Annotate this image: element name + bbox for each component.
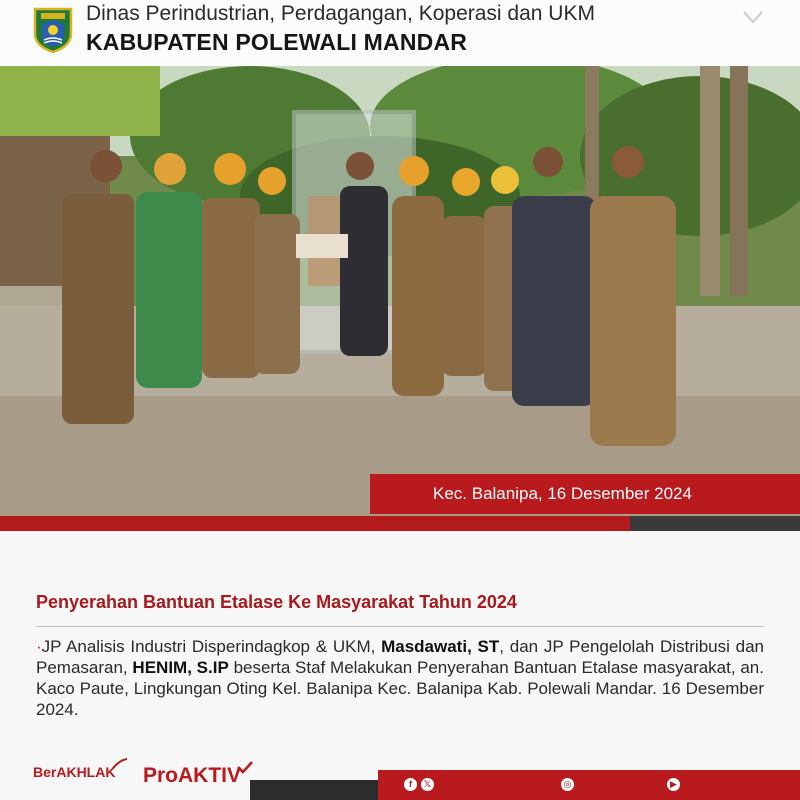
agency-name: Dinas Perindustrian, Perdagangan, Koperasi dan UKM [86, 2, 595, 25]
article-body [36, 636, 764, 720]
body-part-2: , dan JP Pengelolah Distribusi dan Pemasaran, [36, 637, 764, 677]
berakhlak-swoosh-icon [112, 758, 128, 770]
header [0, 0, 800, 66]
proaktiv-check-icon [236, 760, 254, 774]
chevron-down-icon[interactable] [742, 10, 764, 24]
facebook-icon[interactable]: f [404, 778, 417, 791]
youtube-icon[interactable]: ▶ [667, 778, 680, 791]
region-name: KABUPATEN POLEWALI MANDAR [86, 29, 468, 55]
x-icon[interactable]: 𝕏 [421, 778, 434, 791]
title-underline [36, 626, 764, 627]
official-name-2: HENIM, S.IP [132, 658, 229, 677]
instagram-icon[interactable]: ◎ [561, 778, 574, 791]
divider-stripe-red [0, 516, 630, 531]
body-part-1: JP Analisis Industri Disperindagkop & UKM, [41, 637, 382, 656]
divider-stripe-dark [630, 516, 800, 531]
footer-red-band [378, 770, 800, 800]
regency-crest-logo [32, 6, 74, 54]
event-photo [0, 66, 800, 516]
photo-scene [0, 66, 800, 516]
bullet-marker: · [36, 637, 42, 656]
berakhlak-logo: BerAKHLAK [33, 764, 116, 780]
proaktiv-logo: ProAKTIV [143, 764, 242, 787]
article-title: Penyerahan Bantuan Etalase Ke Masyarakat Tahun 2024 [36, 592, 517, 612]
photo-caption: Kec. Balanipa, 16 Desember 2024 [433, 484, 692, 503]
official-name-1: Masdawati, ST [381, 637, 500, 656]
body-part-3: beserta Staf Melakukan Penyerahan Bantuan Etalase masyarakat, an. Kaco Paute, Lingkungan Oting Kel. Balanipa Kec. Balanipa Kab. Polewali Mandar. 16 Desember 2024. [36, 658, 764, 719]
